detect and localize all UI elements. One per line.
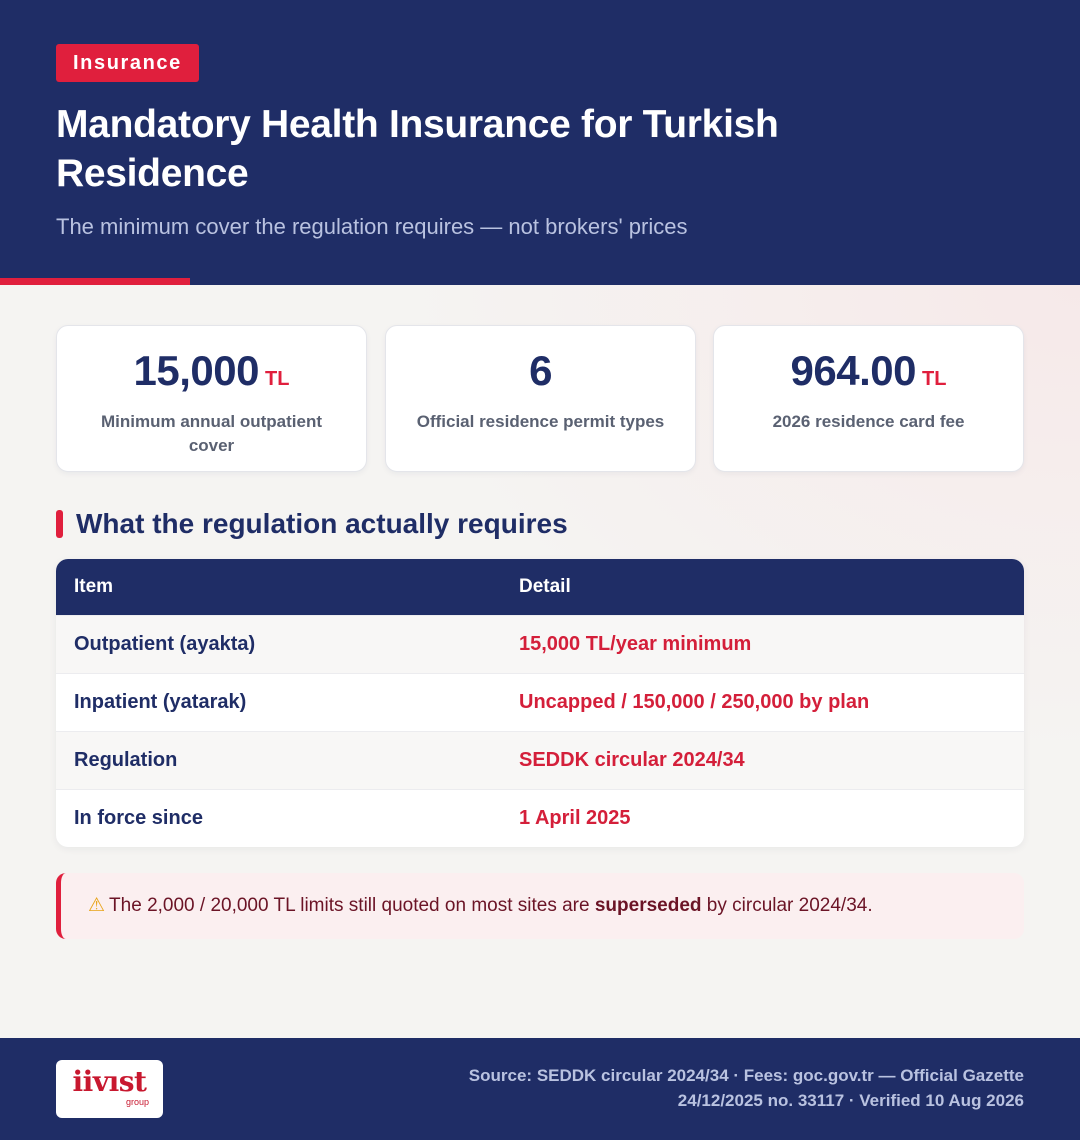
cell-detail: 1 April 2025 — [519, 807, 631, 829]
section-title: What the regulation actually requires — [76, 508, 568, 539]
warning-text — [88, 873, 873, 939]
source-line-1: Source: SEDDK circular 2024/34 · Fees: goc.gov.tr — Official Gazette — [468, 1066, 1024, 1085]
category-tag: Insurance — [56, 44, 199, 82]
stat-label: 2026 residence card fee — [772, 412, 965, 431]
stat-label: Official residence permit types — [416, 412, 665, 431]
brand-logo — [56, 1060, 163, 1118]
column-header-detail: Detail — [519, 576, 571, 597]
table-row — [56, 731, 1024, 789]
stat-card-permit-types — [385, 325, 696, 472]
stat-unit: TL — [922, 368, 947, 390]
cell-item: In force since — [74, 807, 203, 829]
table-row — [56, 615, 1024, 673]
stat-card-residence-fee — [713, 325, 1024, 472]
cell-detail: SEDDK circular 2024/34 — [519, 749, 745, 771]
stat-value: 964.00 — [790, 347, 917, 394]
header-banner — [0, 0, 1080, 285]
warning-icon: ⚠ — [88, 895, 106, 916]
cell-item: Outpatient (ayakta) — [74, 633, 256, 655]
logo-subtext: group — [125, 1097, 149, 1107]
cell-item: Inpatient (yatarak) — [74, 691, 247, 713]
section-accent-bar — [56, 510, 63, 538]
table-row — [56, 673, 1024, 731]
cell-item: Regulation — [74, 749, 178, 771]
stat-value: 15,000 — [133, 347, 260, 394]
warning-callout — [56, 873, 1024, 939]
stat-label: Minimum annual outpatient cover — [101, 412, 322, 455]
source-line-2: 24/12/2025 no. 33117 · Verified 10 Aug 2026 — [677, 1091, 1024, 1110]
table-row — [56, 789, 1024, 847]
cell-detail: 15,000 TL/year minimum — [519, 633, 752, 655]
warning-text-end: by circular 2024/34. — [701, 895, 873, 916]
accent-bar — [0, 278, 190, 285]
source-citation — [469, 1063, 1024, 1113]
logo-wordmark: iivıst — [72, 1065, 147, 1098]
stat-value: 6 — [529, 347, 552, 394]
stat-card-outpatient-cover — [56, 325, 367, 472]
warning-emphasis: superseded — [594, 895, 702, 916]
page-subtitle: The minimum cover the regulation requires — not brokers' prices — [56, 214, 688, 239]
cell-detail: Uncapped / 150,000 / 250,000 by plan — [519, 691, 870, 713]
warning-text-start: The 2,000 / 20,000 TL limits still quoted on most sites are — [109, 895, 595, 916]
requirements-table — [56, 559, 1024, 847]
column-header-item: Item — [74, 576, 114, 597]
stat-unit: TL — [265, 368, 290, 390]
page-title: Mandatory Health Insurance for Turkish Residence — [56, 103, 779, 195]
table-header — [56, 559, 1024, 615]
footer — [0, 1038, 1080, 1140]
